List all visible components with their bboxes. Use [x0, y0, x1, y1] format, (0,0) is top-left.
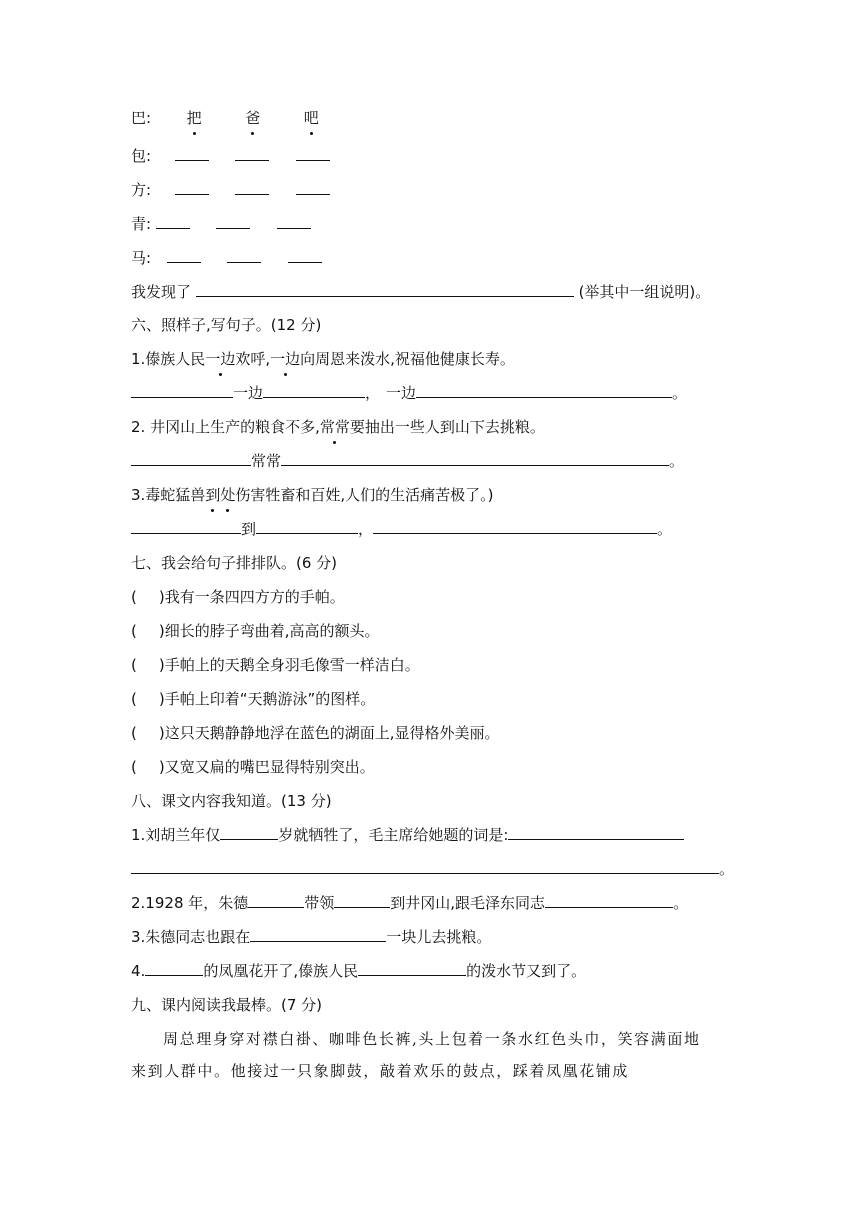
radical-label: 方: — [131, 181, 152, 199]
word-row — [131, 213, 311, 235]
answer-2 — [131, 450, 684, 472]
order-text: 这只天鹅静静地浮在蓝色的湖面上,显得格外美丽。 — [164, 724, 500, 742]
example-word: 爸 — [245, 109, 261, 127]
answer-punct: 。 — [673, 894, 689, 912]
order-paren: ) — [158, 724, 165, 742]
answer-punct: 。 — [669, 452, 685, 470]
dotted-word: 一边 — [205, 350, 236, 368]
radical-label: 马: — [131, 249, 152, 267]
dotted-word: 到 — [205, 486, 221, 504]
answer-blank[interactable] — [131, 383, 233, 398]
answer-blank[interactable] — [175, 146, 209, 161]
answer-blank[interactable] — [296, 180, 330, 195]
answer-blank[interactable] — [416, 383, 672, 398]
order-paren[interactable]: ( — [131, 622, 137, 640]
word-row — [131, 145, 330, 167]
order-text: 细长的脖子弯曲着,高高的额头。 — [164, 622, 380, 640]
order-item — [131, 722, 500, 744]
answer-blank[interactable] — [248, 893, 304, 908]
answer-blank[interactable] — [263, 383, 365, 398]
fill-question-2 — [131, 892, 688, 914]
answer-blank[interactable] — [296, 146, 330, 161]
order-paren: ) — [158, 588, 165, 606]
order-item — [131, 586, 345, 608]
answer-blank[interactable] — [250, 927, 386, 942]
example-word: 把 — [186, 109, 202, 127]
answer-blank[interactable] — [131, 451, 251, 466]
q-text: 3.毒蛇猛兽 — [131, 486, 206, 504]
discovery-blank[interactable] — [196, 282, 574, 297]
section-title: 九、课内阅读我最棒。(7 分) — [131, 996, 323, 1014]
order-paren[interactable]: ( — [131, 690, 137, 708]
radical-label: 包: — [131, 147, 152, 165]
discovery-row — [131, 281, 710, 303]
q-text: 的泼水节又到了。 — [466, 962, 587, 980]
answer-punct: 。 — [719, 860, 735, 878]
radical-label: 青: — [131, 215, 152, 233]
answer-blank[interactable] — [235, 146, 269, 161]
answer-blank[interactable] — [545, 893, 673, 908]
answer-blank[interactable] — [216, 214, 250, 229]
question-1 — [131, 348, 515, 370]
section-title: 六、照样子,写句子。(12 分) — [131, 316, 322, 334]
dotted-word: 处 — [220, 486, 236, 504]
answer-3 — [131, 518, 672, 540]
order-paren[interactable]: ( — [131, 588, 137, 606]
answer-blank[interactable] — [131, 859, 719, 874]
discovery-prefix: 我发现了 — [131, 283, 192, 301]
example-word: 吧 — [303, 109, 319, 127]
q-text: 欢呼, — [235, 350, 271, 368]
answer-word: 常常 — [251, 452, 282, 470]
order-item — [131, 756, 375, 778]
order-paren[interactable]: ( — [131, 724, 137, 742]
answer-1 — [131, 382, 687, 404]
question-2 — [131, 416, 545, 438]
answer-word: 到 — [241, 520, 257, 538]
answer-blank[interactable] — [277, 214, 311, 229]
answer-blank[interactable] — [131, 519, 241, 534]
answer-word: 一边 — [233, 384, 264, 402]
q-text: 向周恩来泼水,祝福他健康长寿。 — [300, 350, 515, 368]
q-text: 4. — [131, 962, 146, 980]
order-paren: ) — [158, 690, 165, 708]
q-text: 1.刘胡兰年仅 — [131, 826, 221, 844]
answer-blank[interactable] — [235, 180, 269, 195]
order-text: 又宽又扁的嘴巴显得特别突出。 — [164, 758, 375, 776]
radical-label: 巴: — [131, 109, 152, 127]
answer-punct: ， — [365, 384, 381, 402]
order-text: 手帕上印着“天鹅游泳”的图样。 — [164, 690, 376, 708]
q-text: 要抽出一些人到山下去挑粮。 — [349, 418, 545, 436]
reading-paragraph-line: 来到人群中。他接过一只象脚鼓，敲着欢乐的鼓点，踩着凤凰花铺成 — [131, 1062, 630, 1080]
q-text: 3.朱德同志也跟在 — [131, 928, 251, 946]
answer-blank[interactable] — [220, 825, 278, 840]
fill-question-1 — [131, 824, 684, 846]
example-row — [131, 107, 319, 129]
order-text: 手帕上的天鹅全身羽毛像雪一样洁白。 — [164, 656, 420, 674]
answer-blank[interactable] — [373, 519, 657, 534]
discovery-suffix: (举其中一组说明)。 — [578, 283, 711, 301]
q-text: 到井冈山,跟毛泽东同志 — [390, 894, 546, 912]
question-3 — [131, 484, 493, 506]
answer-blank[interactable] — [256, 519, 358, 534]
answer-blank[interactable] — [508, 825, 684, 840]
order-item — [131, 654, 420, 676]
q-text: 1.傣族人民 — [131, 350, 206, 368]
answer-blank[interactable] — [281, 451, 669, 466]
answer-blank[interactable] — [156, 214, 190, 229]
answer-blank[interactable] — [167, 248, 201, 263]
order-text: 我有一条四四方方的手帕。 — [164, 588, 345, 606]
q-text: 2. 井冈山上生产的粮食不多, — [131, 418, 320, 436]
fill-question-4 — [131, 960, 586, 982]
fill-question-3 — [131, 926, 491, 948]
q-text: 一块儿去挑粮。 — [386, 928, 492, 946]
section-title: 七、我会给句子排排队。(6 分) — [131, 554, 338, 572]
order-paren: ) — [158, 758, 165, 776]
answer-blank[interactable] — [227, 248, 261, 263]
q-text: 带领 — [304, 894, 335, 912]
dotted-word: 一边 — [270, 350, 301, 368]
reading-paragraph-line: 周总理身穿对襟白褂、咖啡色长裤,头上包着一条水红色头巾，笑容满面地 — [163, 1030, 701, 1048]
order-paren[interactable]: ( — [131, 758, 137, 776]
word-row — [131, 179, 330, 201]
dotted-word: 常常 — [319, 418, 350, 436]
order-item — [131, 620, 380, 642]
answer-punct: ， — [358, 520, 374, 538]
q-text: 2.1928 年，朱德 — [131, 894, 249, 912]
q-text: 岁就牺牲了，毛主席给她题的词是: — [278, 826, 509, 844]
order-paren: ) — [158, 656, 165, 674]
answer-punct: 。 — [672, 384, 688, 402]
q-text: 伤害牲畜和百姓,人们的生活痛苦极了。) — [235, 486, 494, 504]
order-paren[interactable]: ( — [131, 656, 137, 674]
q-text: 的凤凰花开了,傣族人民 — [203, 962, 359, 980]
answer-punct: 。 — [657, 520, 673, 538]
answer-word: 一边 — [386, 384, 417, 402]
answer-blank[interactable] — [175, 180, 209, 195]
answer-blank[interactable] — [288, 248, 322, 263]
section-title: 八、课文内容我知道。(13 分) — [131, 792, 332, 810]
answer-blank[interactable] — [334, 893, 390, 908]
answer-blank[interactable] — [358, 961, 466, 976]
order-paren: ) — [158, 622, 165, 640]
order-item — [131, 688, 375, 710]
word-row — [131, 247, 322, 269]
fill-question-1-cont — [131, 858, 734, 880]
answer-blank[interactable] — [145, 961, 203, 976]
